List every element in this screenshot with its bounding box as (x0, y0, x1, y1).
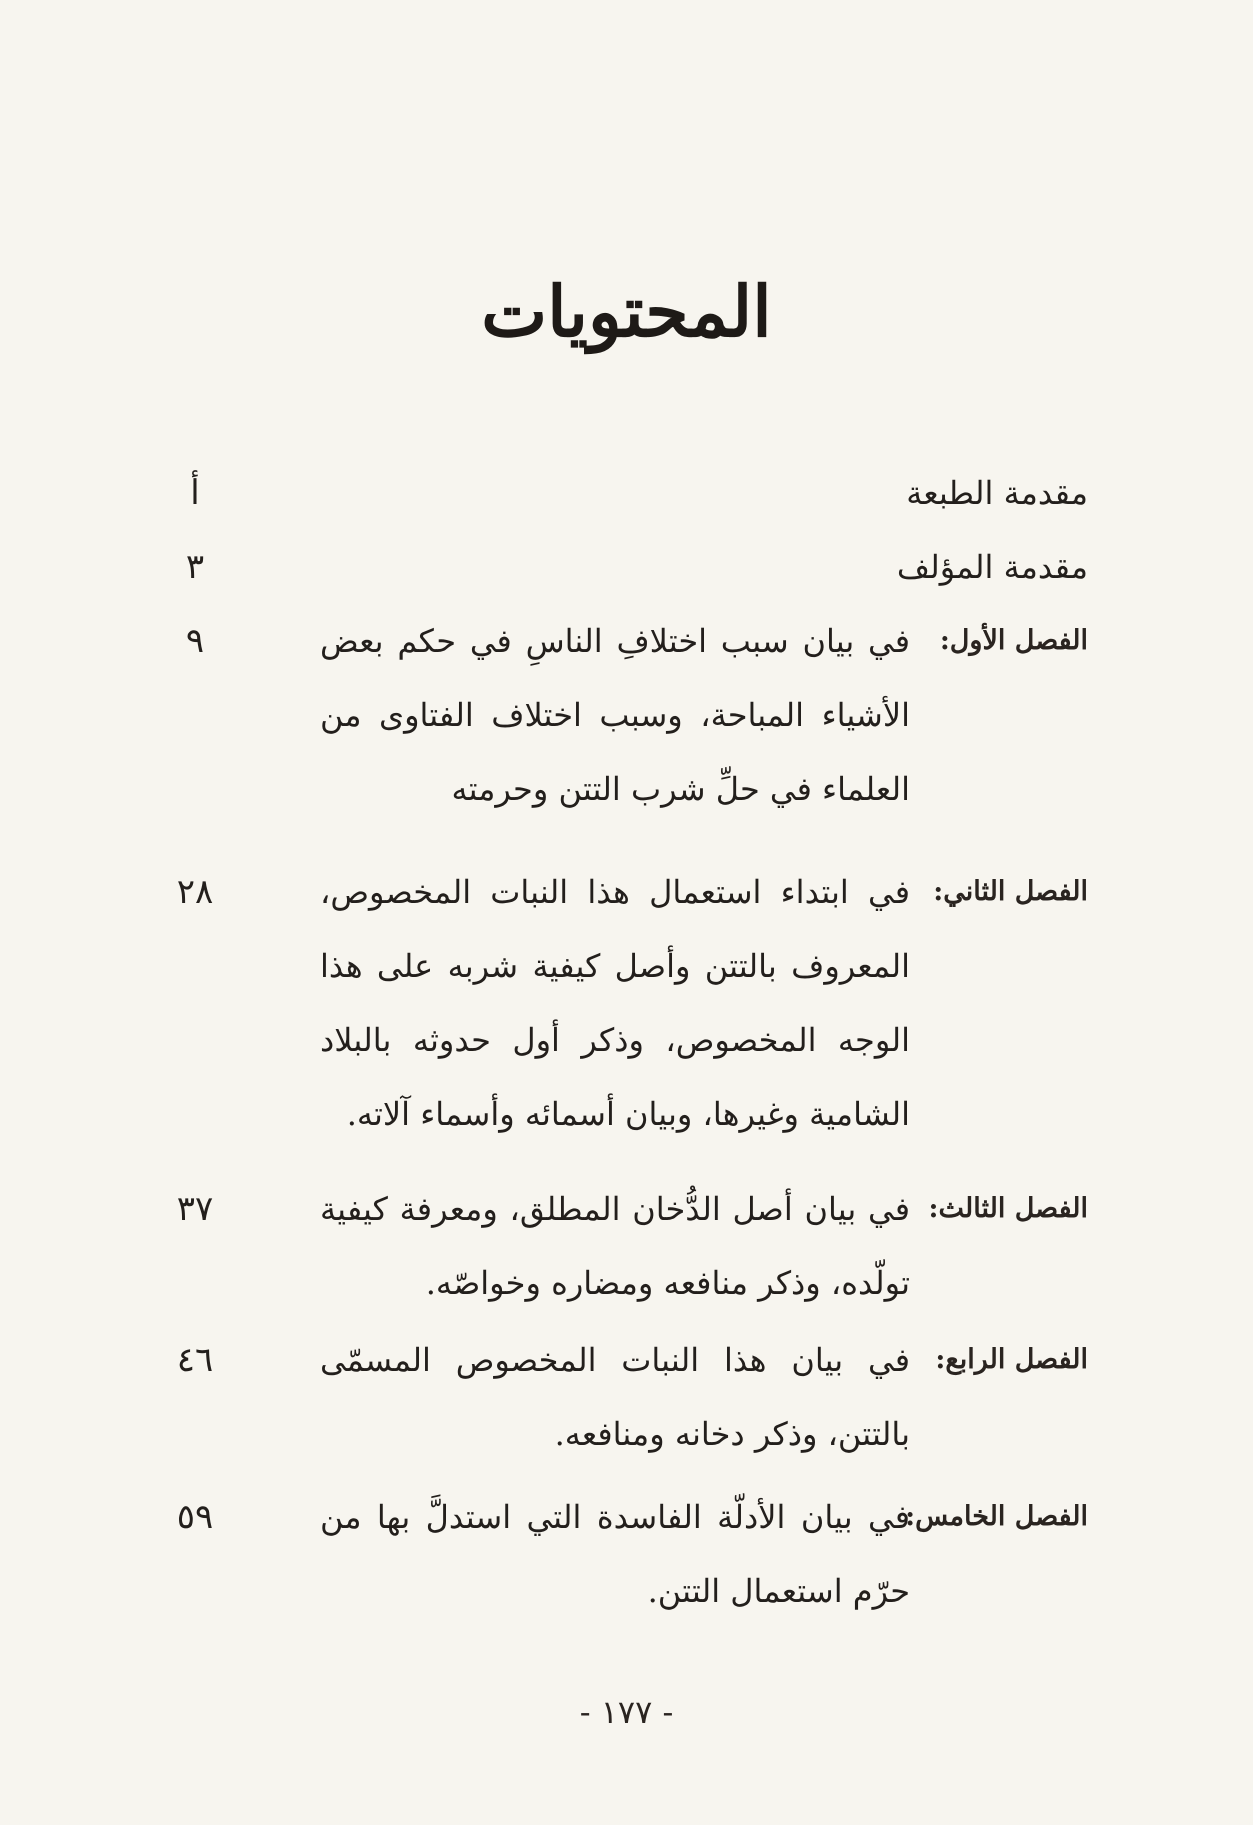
toc-entry-text: مقدمة المؤلف (896, 548, 1088, 586)
toc-page-number: ٣ (185, 547, 205, 587)
toc-page-number: ٩ (185, 621, 205, 661)
chapter-label: الفصل الرابع: (935, 1344, 1088, 1375)
toc-page-number: ٤٦ (176, 1340, 214, 1380)
page-title: المحتويات (481, 270, 772, 353)
chapter-label: الفصل الأول: (939, 625, 1088, 656)
toc-page-number: ٢٨ (176, 872, 214, 912)
toc-page-number: أ (190, 473, 200, 513)
toc-entry-text: مقدمة الطبعة (906, 474, 1088, 512)
toc-page-number: ٣٧ (176, 1189, 214, 1229)
page-number-footer: - ١٧٧ - (579, 1693, 674, 1731)
toc-entry-text: في ابتداء استعمال هذا النبات المخصوص، المعروف بالتتن وأصل كيفية شربه على هذا الوجه المخصوص، وذكر أول حدوثه بالبلاد الشامية وغيرها، وبيان أسمائه وأسماء آلاته. (320, 873, 910, 1133)
toc-entry-text: في بيان سبب اختلافِ الناسِ في حكم بعض الأشياء المباحة، وسبب اختلاف الفتاوى من العلماء في حلِّ شرب التتن وحرمته (320, 622, 910, 808)
toc-entry-text: في بيان الأدلّة الفاسدة التي استدلَّ بها من حرّم استعمال التتن. (320, 1498, 910, 1610)
chapter-label: الفصل الثالث: (928, 1193, 1088, 1224)
chapter-label: الفصل الثاني: (933, 876, 1088, 907)
chapter-label: الفصل الخامس: (905, 1501, 1088, 1532)
toc-entry-text: في بيان أصل الدُّخان المطلق، ومعرفة كيفية تولّده، وذكر منافعه ومضاره وخواصّه. (320, 1190, 910, 1302)
toc-page-number: ٥٩ (176, 1497, 214, 1537)
toc-entry-text: في بيان هذا النبات المخصوص المسمّى بالتتن، وذكر دخانه ومنافعه. (320, 1341, 911, 1453)
